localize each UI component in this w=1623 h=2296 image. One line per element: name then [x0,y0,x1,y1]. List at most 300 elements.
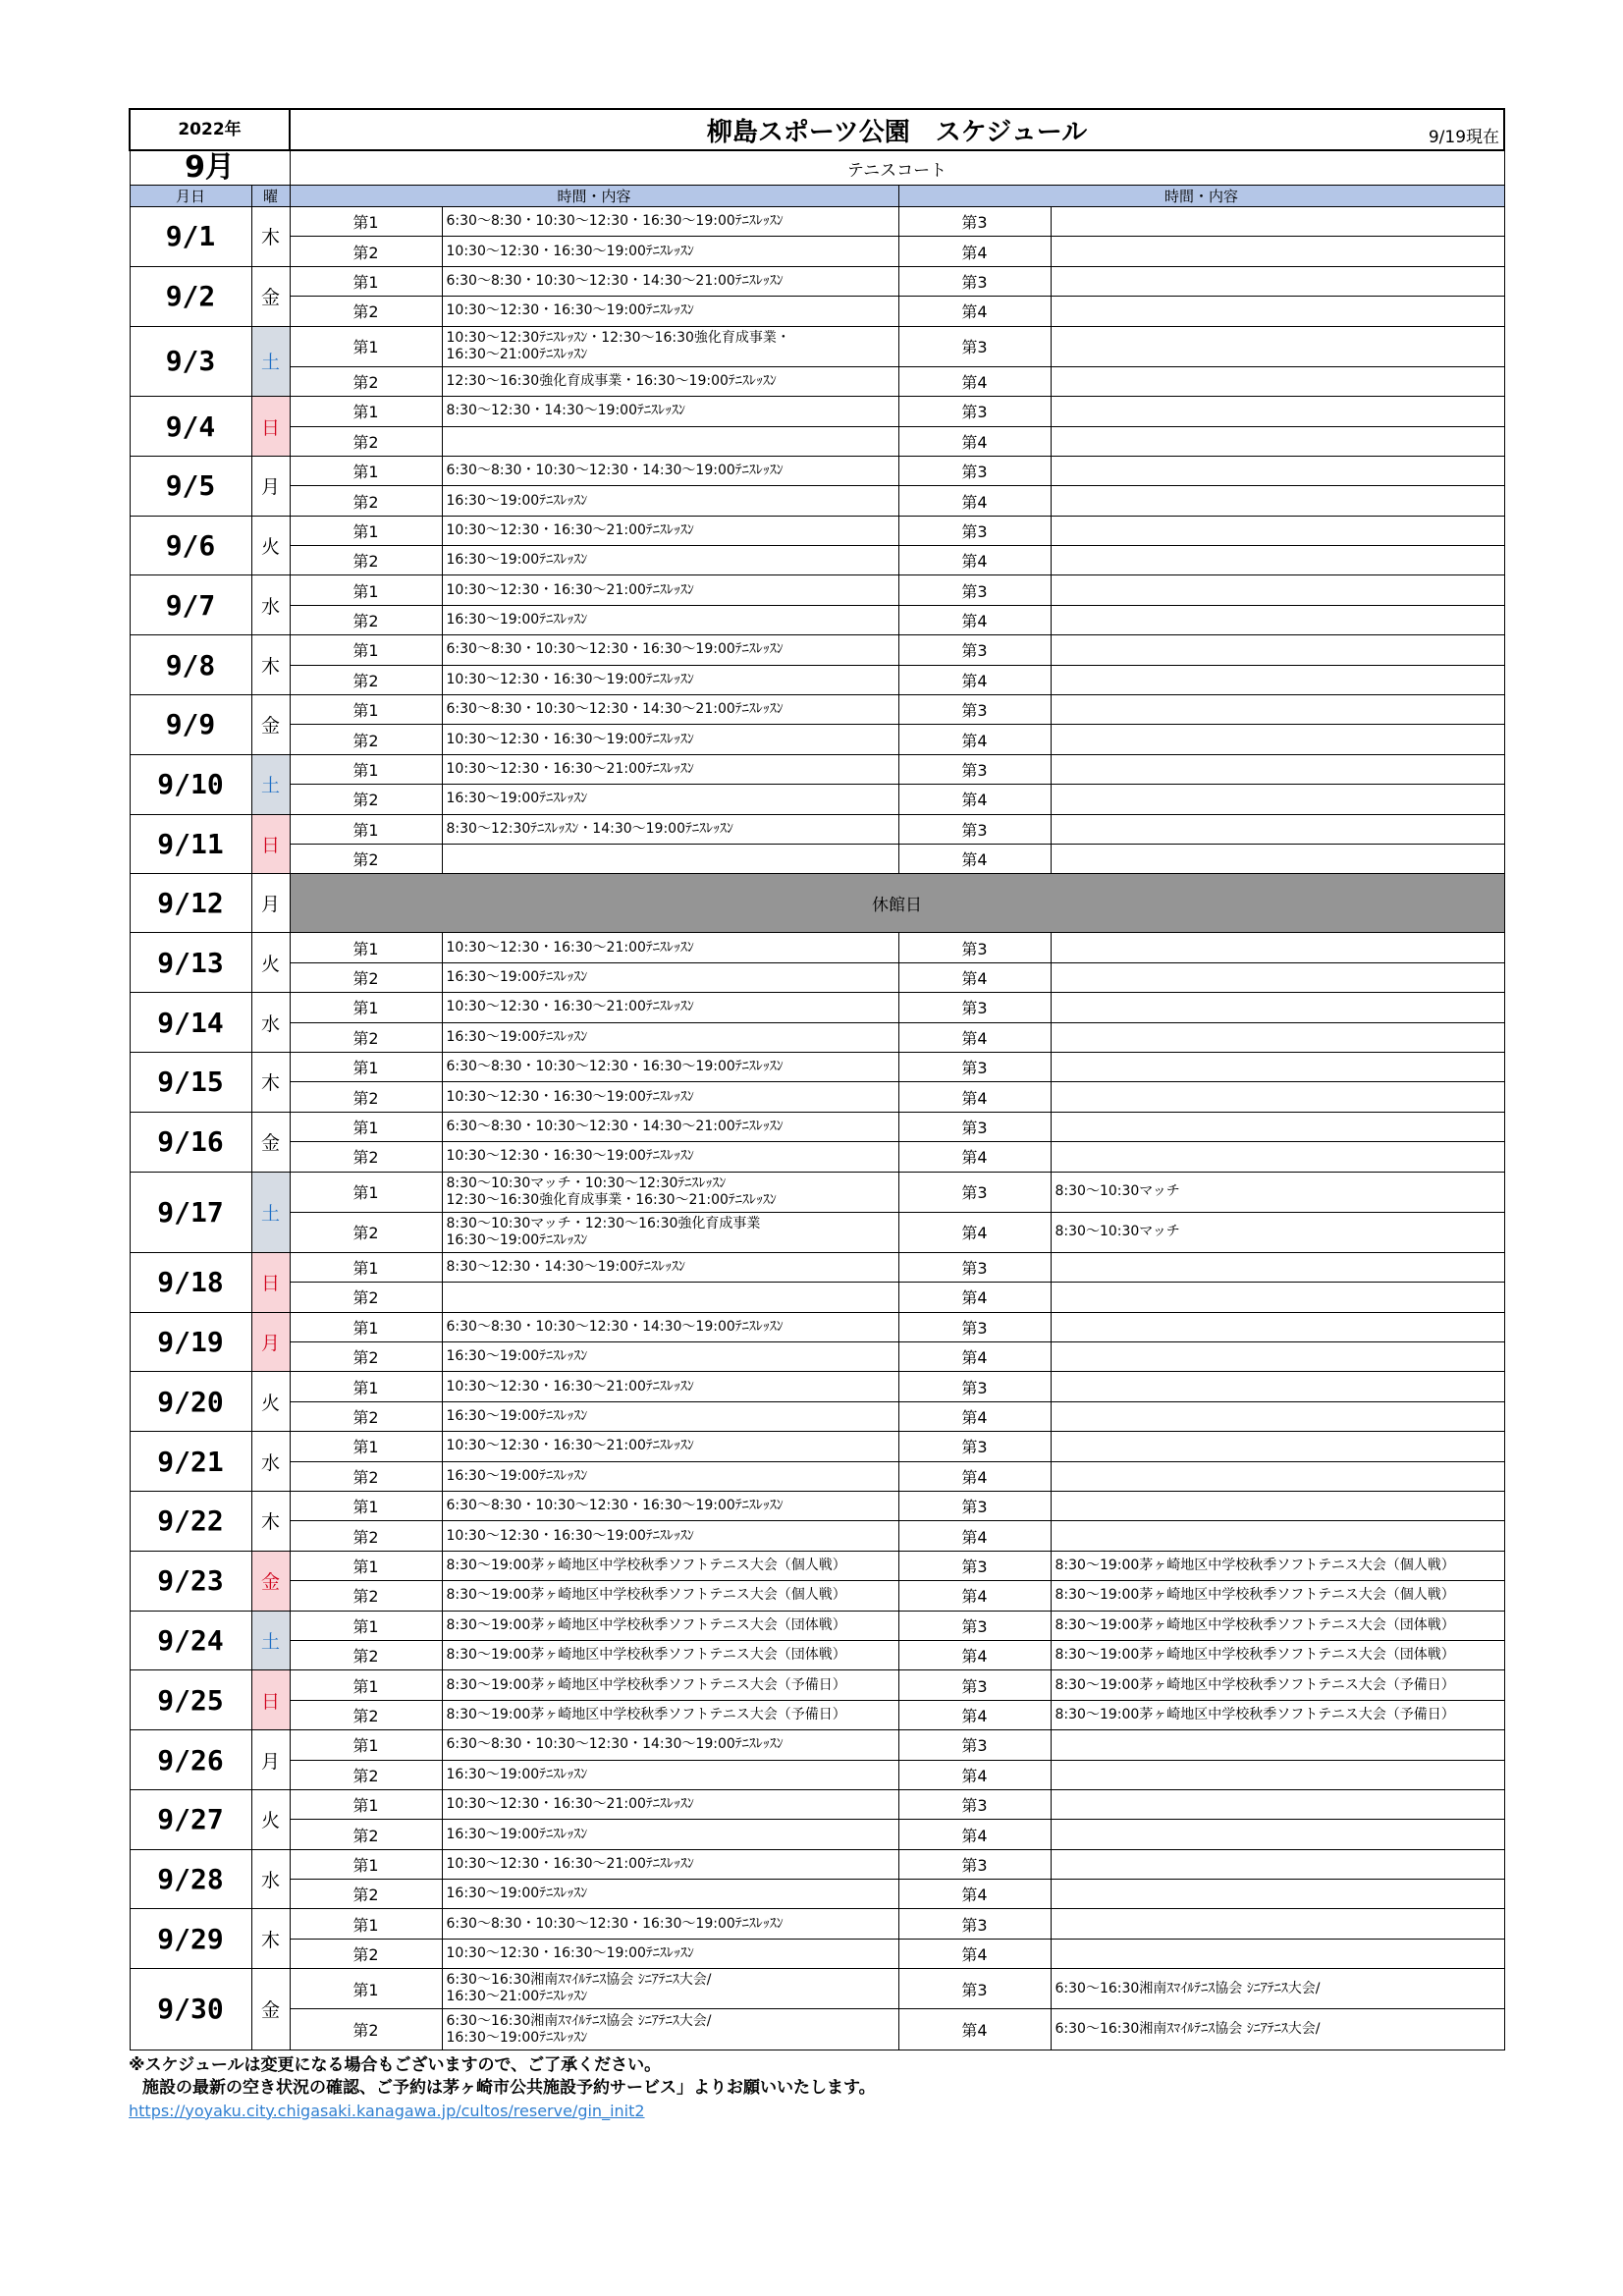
court-4-content [1051,1082,1504,1112]
day-date: 9/3 [130,326,251,397]
court-4-content [1051,1401,1504,1431]
schedule-table [129,108,1505,2050]
court-1-content: 10:30〜12:30・16:30〜21:00ﾃﾆｽﾚｯｽﾝ [442,1432,898,1461]
court-2-content: 16:30〜19:00ﾃﾆｽﾚｯｽﾝ [442,605,898,634]
day-of-week: 日 [251,814,290,874]
court-2-content: 10:30〜12:30・16:30〜19:00ﾃﾆｽﾚｯｽﾝ [442,1142,898,1172]
court-1-content: 8:30〜12:30ﾃﾆｽﾚｯｽﾝ・14:30〜19:00ﾃﾆｽﾚｯｽﾝ [442,814,898,844]
day-row [130,1082,1504,1112]
day-row [130,1700,1504,1729]
day-date: 9/15 [130,1052,251,1112]
court-1-content: 10:30〜12:30・16:30〜21:00ﾃﾆｽﾚｯｽﾝ [442,993,898,1022]
day-of-week: 日 [251,397,290,457]
court-3-content [1051,1492,1504,1521]
court-4-content: 8:30〜19:00茅ヶ崎地区中学校秋季ソフトテニス大会（予備日） [1051,1700,1504,1729]
reservation-link[interactable]: https://yoyaku.city.chigasaki.kanagawa.jp/cultos/reserve/gin_init2 [129,2101,645,2120]
court-2-content: 8:30〜19:00茅ヶ崎地区中学校秋季ソフトテニス大会（個人戦） [442,1581,898,1611]
day-of-week: 月 [251,874,290,933]
court-label: 第1 [290,1969,442,2009]
court-1-content: 6:30〜16:30湘南ｽﾏｲﾙﾃﾆｽ協会 ｼﾆｱﾃﾆｽ大会/ 16:30〜21:00ﾃﾆｽﾚｯｽﾝ [442,1969,898,2009]
day-row [130,546,1504,575]
day-of-week: 土 [251,754,290,814]
court-label: 第2 [290,486,442,516]
day-date: 9/20 [130,1372,251,1432]
closed-day-cell: 休館日 [290,874,1504,933]
court-label: 第3 [898,993,1051,1022]
court-label: 第2 [290,1342,442,1372]
court-label: 第2 [290,1581,442,1611]
court-label: 第2 [290,426,442,456]
court-label: 第2 [290,845,442,874]
court-label: 第1 [290,1112,442,1141]
court-1-content: 6:30〜8:30・10:30〜12:30・16:30〜19:00ﾃﾆｽﾚｯｽﾝ [442,1052,898,1081]
court-1-content: 8:30〜12:30・14:30〜19:00ﾃﾆｽﾚｯｽﾝ [442,1252,898,1282]
court-label: 第1 [290,1052,442,1081]
court-2-content: 16:30〜19:00ﾃﾆｽﾚｯｽﾝ [442,962,898,992]
court-2-content: 16:30〜19:00ﾃﾆｽﾚｯｽﾝ [442,1401,898,1431]
day-date: 9/25 [130,1670,251,1730]
court-label: 第3 [898,1432,1051,1461]
day-row [130,456,1504,485]
court-label: 第4 [898,1939,1051,1968]
day-of-week: 木 [251,1492,290,1552]
court-1-content: 8:30〜10:30マッチ・10:30〜12:30ﾃﾆｽﾚｯｽﾝ 12:30〜16:30強化育成事業・16:30〜21:00ﾃﾆｽﾚｯｽﾝ [442,1172,898,1212]
court-label: 第4 [898,366,1051,396]
day-date: 9/5 [130,456,251,516]
court-label: 第2 [290,1700,442,1729]
court-3-content: 8:30〜19:00茅ヶ崎地区中学校秋季ソフトテニス大会（個人戦） [1051,1551,1504,1580]
court-3-content [1051,1789,1504,1819]
day-row [130,1551,1504,1580]
day-row [130,266,1504,296]
day-of-week: 土 [251,1611,290,1670]
court-4-content [1051,1939,1504,1968]
day-of-week: 木 [251,1909,290,1969]
col-date-header: 月日 [130,186,251,207]
court-2-content: 16:30〜19:00ﾃﾆｽﾚｯｽﾝ [442,1820,898,1849]
day-of-week: 木 [251,207,290,267]
court-label: 第4 [898,1820,1051,1849]
day-date: 9/26 [130,1730,251,1790]
court-3-content [1051,1432,1504,1461]
court-label: 第2 [290,546,442,575]
court-3-content [1051,456,1504,485]
court-4-content [1051,486,1504,516]
court-label: 第3 [898,1909,1051,1939]
day-row [130,695,1504,725]
court-label: 第4 [898,2009,1051,2050]
court-label: 第4 [898,725,1051,754]
court-3-content [1051,397,1504,426]
court-label: 第2 [290,2009,442,2050]
day-date: 9/2 [130,266,251,326]
court-label: 第3 [898,397,1051,426]
court-4-content [1051,237,1504,266]
day-date: 9/13 [130,933,251,993]
day-of-week: 日 [251,1670,290,1730]
day-of-week: 金 [251,695,290,755]
day-row [130,1939,1504,1968]
court-label: 第1 [290,207,442,237]
court-3-content [1051,575,1504,605]
court-3-content [1051,695,1504,725]
day-of-week: 水 [251,575,290,635]
court-label: 第2 [290,1022,442,1052]
court-1-content: 6:30〜8:30・10:30〜12:30・16:30〜19:00ﾃﾆｽﾚｯｽﾝ [442,1492,898,1521]
day-row-closed [130,874,1504,933]
day-row [130,754,1504,784]
court-4-content [1051,546,1504,575]
court-label: 第2 [290,665,442,694]
court-2-content: 16:30〜19:00ﾃﾆｽﾚｯｽﾝ [442,1342,898,1372]
court-1-content: 6:30〜8:30・10:30〜12:30・14:30〜19:00ﾃﾆｽﾚｯｽﾝ [442,1730,898,1760]
court-label: 第4 [898,1082,1051,1112]
day-row [130,1670,1504,1700]
day-row [130,933,1504,962]
court-3-content [1051,1909,1504,1939]
court-label: 第4 [898,1283,1051,1312]
day-row [130,1880,1504,1909]
court-4-content [1051,785,1504,814]
court-label: 第2 [290,1640,442,1669]
day-row [130,1312,1504,1341]
day-date: 9/16 [130,1112,251,1172]
day-of-week: 月 [251,456,290,516]
col-content-header-left: 時間・内容 [290,186,898,207]
day-row [130,486,1504,516]
day-of-week: 火 [251,1372,290,1432]
day-row [130,665,1504,694]
day-row [130,725,1504,754]
day-row [130,1022,1504,1052]
day-date: 9/27 [130,1789,251,1849]
day-row [130,516,1504,545]
court-label: 第4 [898,1700,1051,1729]
day-date: 9/14 [130,993,251,1053]
court-label: 第3 [898,1969,1051,2009]
court-2-content: 16:30〜19:00ﾃﾆｽﾚｯｽﾝ [442,486,898,516]
day-row [130,1142,1504,1172]
day-date: 9/4 [130,397,251,457]
day-of-week: 火 [251,1789,290,1849]
court-3-content [1051,1112,1504,1141]
court-label: 第1 [290,266,442,296]
court-label: 第3 [898,1730,1051,1760]
court-2-content: 10:30〜12:30・16:30〜19:00ﾃﾆｽﾚｯｽﾝ [442,1082,898,1112]
court-label: 第3 [898,1112,1051,1141]
court-label: 第3 [898,1372,1051,1401]
day-date: 9/1 [130,207,251,267]
court-4-content: 8:30〜19:00茅ヶ崎地区中学校秋季ソフトテニス大会（個人戦） [1051,1581,1504,1611]
day-of-week: 水 [251,1849,290,1909]
court-2-content: 16:30〜19:00ﾃﾆｽﾚｯｽﾝ [442,546,898,575]
court-3-content [1051,1252,1504,1282]
day-of-week: 木 [251,1052,290,1112]
col-dow-header: 曜 [251,186,290,207]
day-row [130,1760,1504,1789]
court-label: 第3 [898,1172,1051,1212]
court-4-content [1051,426,1504,456]
court-label: 第2 [290,1521,442,1551]
court-3-content: 8:30〜10:30マッチ [1051,1172,1504,1212]
court-label: 第1 [290,1909,442,1939]
court-4-content [1051,1142,1504,1172]
day-row [130,605,1504,634]
court-1-content: 8:30〜12:30・14:30〜19:00ﾃﾆｽﾚｯｽﾝ [442,397,898,426]
court-1-content: 6:30〜8:30・10:30〜12:30・14:30〜19:00ﾃﾆｽﾚｯｽﾝ [442,1312,898,1341]
day-of-week: 金 [251,1551,290,1611]
day-row [130,575,1504,605]
court-label: 第4 [898,785,1051,814]
court-3-content [1051,1052,1504,1081]
day-row [130,207,1504,237]
court-label: 第4 [898,1212,1051,1252]
court-3-content [1051,814,1504,844]
court-label: 第1 [290,326,442,366]
court-2-content: 16:30〜19:00ﾃﾆｽﾚｯｽﾝ [442,1022,898,1052]
court-1-content: 6:30〜8:30・10:30〜12:30・16:30〜19:00ﾃﾆｽﾚｯｽﾝ [442,207,898,237]
court-label: 第4 [898,665,1051,694]
court-label: 第2 [290,1082,442,1112]
court-label: 第1 [290,814,442,844]
court-1-content: 10:30〜12:30ﾃﾆｽﾚｯｽﾝ・12:30〜16:30強化育成事業・ 16:30〜21:00ﾃﾆｽﾚｯｽﾝ [442,326,898,366]
court-label: 第3 [898,695,1051,725]
court-label: 第4 [898,426,1051,456]
court-3-content [1051,516,1504,545]
court-4-content [1051,665,1504,694]
court-4-content [1051,297,1504,326]
day-row [130,1172,1504,1212]
court-4-content: 8:30〜10:30マッチ [1051,1212,1504,1252]
court-2-content: 8:30〜19:00茅ヶ崎地区中学校秋季ソフトテニス大会（予備日） [442,1700,898,1729]
day-date: 9/8 [130,635,251,695]
day-of-week: 土 [251,1172,290,1252]
day-row [130,1849,1504,1879]
court-label: 第2 [290,1212,442,1252]
notes [129,2054,1503,2123]
court-label: 第3 [898,1052,1051,1081]
court-label: 第2 [290,1401,442,1431]
day-row [130,993,1504,1022]
court-1-content: 10:30〜12:30・16:30〜21:00ﾃﾆｽﾚｯｽﾝ [442,1372,898,1401]
court-label: 第3 [898,814,1051,844]
court-label: 第4 [898,845,1051,874]
day-date: 9/10 [130,754,251,814]
court-3-content [1051,1849,1504,1879]
day-row [130,1461,1504,1491]
day-row [130,1521,1504,1551]
day-of-week: 日 [251,1252,290,1312]
court-label: 第3 [898,575,1051,605]
court-label: 第1 [290,993,442,1022]
court-label: 第4 [898,1022,1051,1052]
court-label: 第2 [290,1760,442,1789]
day-row [130,2009,1504,2050]
court-label: 第3 [898,1611,1051,1640]
court-label: 第4 [898,1521,1051,1551]
court-4-content [1051,845,1504,874]
day-date: 9/28 [130,1849,251,1909]
court-label: 第3 [898,1312,1051,1341]
court-label: 第1 [290,1551,442,1580]
court-label: 第2 [290,297,442,326]
day-date: 9/9 [130,695,251,755]
court-1-content: 10:30〜12:30・16:30〜21:00ﾃﾆｽﾚｯｽﾝ [442,575,898,605]
court-4-content [1051,962,1504,992]
day-date: 9/30 [130,1969,251,2050]
day-of-week: 火 [251,933,290,993]
court-label: 第1 [290,1372,442,1401]
day-date: 9/11 [130,814,251,874]
day-row [130,1112,1504,1141]
day-row [130,1909,1504,1939]
court-label: 第2 [290,1939,442,1968]
court-1-content: 10:30〜12:30・16:30〜21:00ﾃﾆｽﾚｯｽﾝ [442,1849,898,1879]
court-2-content: 16:30〜19:00ﾃﾆｽﾚｯｽﾝ [442,1461,898,1491]
court-2-content [442,426,898,456]
court-label: 第4 [898,1760,1051,1789]
court-label: 第1 [290,1252,442,1282]
court-4-content [1051,1283,1504,1312]
court-label: 第3 [898,516,1051,545]
court-label: 第1 [290,516,442,545]
day-row [130,1492,1504,1521]
court-label: 第3 [898,754,1051,784]
court-label: 第2 [290,1880,442,1909]
day-row [130,635,1504,665]
day-row [130,1820,1504,1849]
court-label: 第4 [898,486,1051,516]
day-row [130,1730,1504,1760]
court-label: 第4 [898,1401,1051,1431]
court-3-content [1051,1312,1504,1341]
day-row [130,1581,1504,1611]
court-label: 第1 [290,933,442,962]
day-date: 9/17 [130,1172,251,1252]
note-line-2: 施設の最新の空き状況の確認、ご予約は茅ヶ崎市公共施設予約サービス」よりお願いいたします。 [142,2077,876,2098]
day-of-week: 金 [251,1112,290,1172]
court-4-content: 6:30〜16:30湘南ｽﾏｲﾙﾃﾆｽ協会 ｼﾆｱﾃﾆｽ大会/ [1051,2009,1504,2050]
court-2-content [442,1283,898,1312]
court-2-content: 8:30〜19:00茅ヶ崎地区中学校秋季ソフトテニス大会（団体戦） [442,1640,898,1669]
court-2-content: 16:30〜19:00ﾃﾆｽﾚｯｽﾝ [442,1760,898,1789]
title-cell [290,109,1504,150]
court-label: 第1 [290,695,442,725]
court-1-content: 6:30〜8:30・10:30〜12:30・14:30〜21:00ﾃﾆｽﾚｯｽﾝ [442,1112,898,1141]
court-1-content: 10:30〜12:30・16:30〜21:00ﾃﾆｽﾚｯｽﾝ [442,754,898,784]
year-cell [130,109,290,150]
day-of-week: 火 [251,516,290,575]
court-3-content [1051,1372,1504,1401]
court-label: 第3 [898,933,1051,962]
court-label: 第1 [290,1492,442,1521]
month-cell [130,150,290,186]
court-2-content: 10:30〜12:30・16:30〜19:00ﾃﾆｽﾚｯｽﾝ [442,297,898,326]
court-4-content [1051,1461,1504,1491]
court-1-content: 8:30〜19:00茅ヶ崎地区中学校秋季ソフトテニス大会（団体戦） [442,1611,898,1640]
court-label: 第2 [290,237,442,266]
court-1-content: 6:30〜8:30・10:30〜12:30・14:30〜21:00ﾃﾆｽﾚｯｽﾝ [442,695,898,725]
court-label: 第4 [898,962,1051,992]
court-3-content [1051,266,1504,296]
court-4-content [1051,1342,1504,1372]
court-2-content: 10:30〜12:30・16:30〜19:00ﾃﾆｽﾚｯｽﾝ [442,665,898,694]
day-date: 9/29 [130,1909,251,1969]
court-label: 第1 [290,1789,442,1819]
day-date: 9/6 [130,516,251,575]
court-label: 第2 [290,962,442,992]
day-row [130,1052,1504,1081]
court-2-content: 16:30〜19:00ﾃﾆｽﾚｯｽﾝ [442,1880,898,1909]
day-row [130,814,1504,844]
court-4-content [1051,1760,1504,1789]
court-label: 第3 [898,1492,1051,1521]
court-3-content: 6:30〜16:30湘南ｽﾏｲﾙﾃﾆｽ協会 ｼﾆｱﾃﾆｽ大会/ [1051,1969,1504,2009]
day-row [130,397,1504,426]
day-date: 9/18 [130,1252,251,1312]
court-label: 第2 [290,1142,442,1172]
day-row [130,962,1504,992]
court-1-content: 8:30〜19:00茅ヶ崎地区中学校秋季ソフトテニス大会（個人戦） [442,1551,898,1580]
court-label: 第1 [290,1611,442,1640]
court-3-content: 8:30〜19:00茅ヶ崎地区中学校秋季ソフトテニス大会（団体戦） [1051,1611,1504,1640]
court-label: 第4 [898,1640,1051,1669]
day-of-week: 水 [251,1432,290,1492]
court-label: 第2 [290,785,442,814]
court-label: 第3 [898,456,1051,485]
court-label: 第1 [290,575,442,605]
court-2-content [442,845,898,874]
court-label: 第4 [898,1880,1051,1909]
day-date: 9/7 [130,575,251,635]
court-2-content: 10:30〜12:30・16:30〜19:00ﾃﾆｽﾚｯｽﾝ [442,725,898,754]
court-label: 第2 [290,725,442,754]
day-row [130,1789,1504,1819]
court-label: 第2 [290,1283,442,1312]
court-label: 第1 [290,1172,442,1212]
court-4-content [1051,725,1504,754]
court-2-content: 10:30〜12:30・16:30〜19:00ﾃﾆｽﾚｯｽﾝ [442,1521,898,1551]
court-label: 第1 [290,1670,442,1700]
court-label: 第4 [898,1581,1051,1611]
day-row [130,1252,1504,1282]
day-date: 9/24 [130,1611,251,1670]
court-label: 第3 [898,1849,1051,1879]
court-label: 第1 [290,456,442,485]
day-of-week: 金 [251,1969,290,2050]
day-date: 9/19 [130,1312,251,1372]
court-label: 第3 [898,1252,1051,1282]
court-label: 第4 [898,297,1051,326]
court-3-content [1051,207,1504,237]
court-label: 第3 [898,635,1051,665]
day-of-week: 水 [251,993,290,1053]
court-2-content: 6:30〜16:30湘南ｽﾏｲﾙﾃﾆｽ協会 ｼﾆｱﾃﾆｽ大会/ 16:30〜19:00ﾃﾆｽﾚｯｽﾝ [442,2009,898,2050]
day-of-week: 土 [251,326,290,397]
court-label: 第1 [290,397,442,426]
court-label: 第1 [290,754,442,784]
col-content-header-right: 時間・内容 [898,186,1504,207]
court-3-content: 8:30〜19:00茅ヶ崎地区中学校秋季ソフトテニス大会（予備日） [1051,1670,1504,1700]
day-row [130,1969,1504,2009]
court-label: 第1 [290,1312,442,1341]
court-1-content: 6:30〜8:30・10:30〜12:30・16:30〜19:00ﾃﾆｽﾚｯｽﾝ [442,1909,898,1939]
court-4-content [1051,1521,1504,1551]
day-row [130,366,1504,396]
court-label: 第2 [290,366,442,396]
day-date: 9/21 [130,1432,251,1492]
column-header-row [130,186,1504,207]
